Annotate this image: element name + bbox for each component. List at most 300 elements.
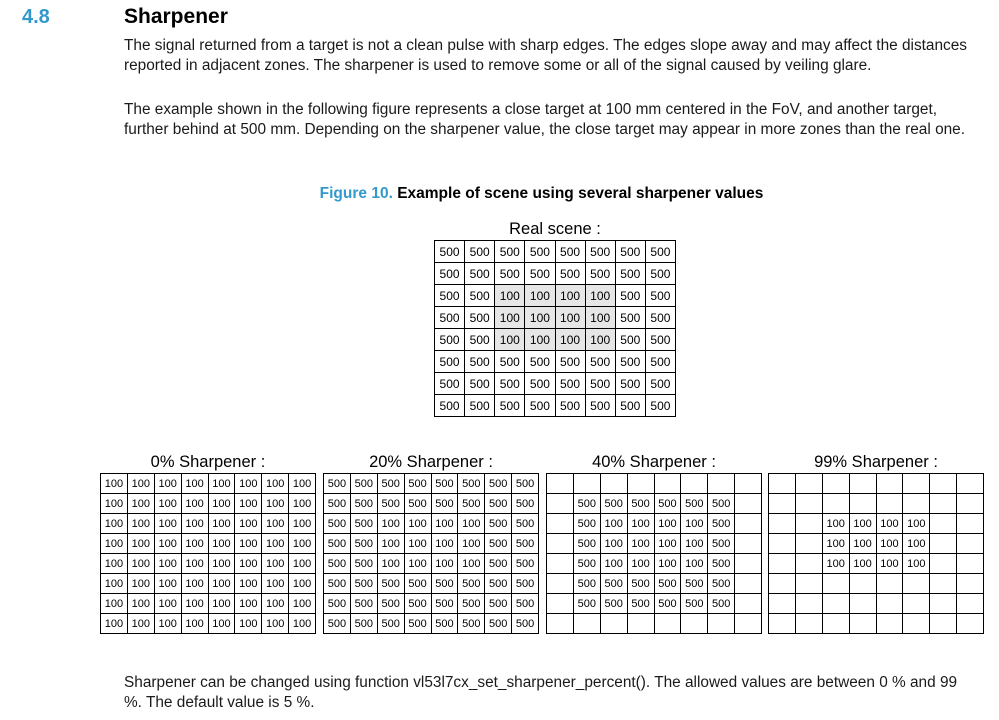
grid-cell: [930, 614, 957, 634]
sharpener-0-title: 0% Sharpener :: [150, 453, 266, 471]
grid-row: [769, 574, 984, 594]
grid-cell: 500: [404, 474, 431, 494]
grid-cell: 100: [525, 329, 555, 351]
grid-cell: 100: [458, 534, 485, 554]
grid-cell: 500: [573, 594, 600, 614]
grid-cell: 500: [615, 373, 645, 395]
grid-cell: 100: [101, 614, 128, 634]
grid-cell: 100: [208, 534, 235, 554]
grid-cell: 100: [585, 285, 615, 307]
grid-cell: [957, 574, 984, 594]
grid-cell: 500: [485, 534, 512, 554]
grid-cell: [600, 474, 627, 494]
grid-cell: 500: [708, 534, 735, 554]
grid-cell: 500: [404, 574, 431, 594]
figure-caption-text: Example of scene using several sharpener values: [397, 185, 764, 202]
grid-row: [547, 474, 762, 494]
grid-cell: 500: [512, 474, 539, 494]
grid-cell: 100: [289, 574, 316, 594]
grid-cell: 500: [512, 554, 539, 574]
grid-cell: [547, 534, 574, 554]
grid-row: [324, 594, 539, 614]
grid-row: [101, 554, 316, 574]
grid-cell: [849, 494, 876, 514]
grid-row: [101, 514, 316, 534]
grid-cell: [735, 494, 762, 514]
grid-cell: [654, 474, 681, 494]
grid-cell: 100: [289, 614, 316, 634]
sharpener-20-block: [323, 451, 539, 634]
grid-cell: 500: [465, 395, 495, 417]
grid-cell: 500: [495, 263, 525, 285]
grid-cell: 500: [555, 351, 585, 373]
grid-row: [547, 534, 762, 554]
grid-cell: 500: [431, 474, 458, 494]
grid-cell: 500: [708, 494, 735, 514]
grid-cell: 100: [101, 474, 128, 494]
grid-cell: [957, 594, 984, 614]
grid-cell: 500: [495, 373, 525, 395]
grid-row: [769, 554, 984, 574]
grid-cell: 500: [465, 285, 495, 307]
grid-cell: 500: [435, 263, 465, 285]
grid-cell: 100: [555, 285, 585, 307]
grid-cell: 100: [555, 307, 585, 329]
grid-cell: 100: [377, 554, 404, 574]
grid-cell: 100: [154, 554, 181, 574]
grid-row: [435, 285, 676, 307]
grid-cell: [822, 494, 849, 514]
grid-row: [101, 474, 316, 494]
grid-cell: [547, 554, 574, 574]
grid-cell: 100: [627, 514, 654, 534]
grid-cell: 500: [654, 594, 681, 614]
grid-cell: 500: [512, 494, 539, 514]
grid-cell: [876, 494, 903, 514]
grid-cell: 100: [431, 554, 458, 574]
grid-cell: 100: [654, 534, 681, 554]
grid-cell: 500: [615, 329, 645, 351]
grid-cell: [735, 474, 762, 494]
grid-cell: 500: [681, 494, 708, 514]
grid-cell: 100: [822, 534, 849, 554]
grid-cell: [769, 474, 796, 494]
grid-cell: 500: [350, 534, 377, 554]
real-scene-block: [434, 218, 676, 417]
grid-cell: 100: [585, 329, 615, 351]
grid-cell: [957, 554, 984, 574]
sharpener-0-block: [100, 451, 316, 634]
grid-cell: 100: [154, 614, 181, 634]
grid-cell: 500: [458, 494, 485, 514]
grid-cell: 500: [495, 241, 525, 263]
grid-row: [101, 614, 316, 634]
grid-cell: [769, 554, 796, 574]
grid-cell: 100: [822, 554, 849, 574]
grid-row: [324, 514, 539, 534]
grid-cell: 500: [573, 554, 600, 574]
grid-cell: [769, 534, 796, 554]
grid-cell: 500: [324, 614, 351, 634]
grid-cell: [795, 574, 822, 594]
grid-row: [435, 351, 676, 373]
grid-cell: [795, 494, 822, 514]
grid-cell: 100: [289, 474, 316, 494]
grid-cell: [957, 534, 984, 554]
grid-cell: 500: [512, 574, 539, 594]
grid-cell: 500: [573, 534, 600, 554]
grid-cell: 500: [465, 329, 495, 351]
grid-cell: 500: [458, 474, 485, 494]
grid-cell: 500: [708, 574, 735, 594]
grid-row: [101, 494, 316, 514]
grid-cell: 100: [101, 514, 128, 534]
grid-cell: 500: [573, 574, 600, 594]
grid-cell: 100: [377, 534, 404, 554]
grid-cell: 100: [181, 494, 208, 514]
sharpener-40-title: 40% Sharpener :: [592, 453, 716, 471]
grid-cell: 100: [235, 594, 262, 614]
grid-cell: [547, 594, 574, 614]
grid-cell: 100: [849, 514, 876, 534]
grid-cell: 100: [876, 554, 903, 574]
grid-cell: 100: [235, 554, 262, 574]
grid-cell: 500: [573, 494, 600, 514]
grid-cell: 500: [435, 307, 465, 329]
grid-cell: 100: [495, 329, 525, 351]
grid-cell: [627, 474, 654, 494]
grid-cell: 100: [262, 534, 289, 554]
grid-cell: 500: [615, 263, 645, 285]
grid-cell: [930, 534, 957, 554]
grid-cell: [903, 574, 930, 594]
grid-row: [101, 594, 316, 614]
grid-cell: [547, 574, 574, 594]
grid-row: [547, 554, 762, 574]
grid-cell: [547, 614, 574, 634]
grid-cell: [849, 474, 876, 494]
grid-cell: 500: [465, 373, 495, 395]
grid-cell: 500: [627, 494, 654, 514]
grid-cell: 100: [849, 554, 876, 574]
grid-cell: 500: [615, 241, 645, 263]
grid-cell: [849, 614, 876, 634]
grid-cell: 100: [262, 574, 289, 594]
grid-cell: 500: [708, 594, 735, 614]
grid-cell: 100: [262, 494, 289, 514]
grid-cell: 500: [681, 574, 708, 594]
grid-row: [547, 494, 762, 514]
grid-cell: 500: [435, 373, 465, 395]
grid-cell: 100: [208, 594, 235, 614]
grid-cell: 100: [262, 514, 289, 534]
grid-cell: 100: [262, 554, 289, 574]
grid-cell: [822, 574, 849, 594]
grid-cell: [822, 614, 849, 634]
grid-cell: 100: [525, 307, 555, 329]
grid-cell: 100: [289, 514, 316, 534]
section-title: Sharpener: [124, 5, 228, 28]
grid-cell: [735, 614, 762, 634]
grid-cell: [735, 514, 762, 534]
grid-cell: [903, 494, 930, 514]
grid-cell: 100: [127, 534, 154, 554]
grid-row: [769, 494, 984, 514]
sharpener-40-block: [546, 451, 762, 634]
grid-cell: [769, 514, 796, 534]
grid-cell: 500: [708, 514, 735, 534]
grid-cell: 100: [127, 614, 154, 634]
grid-cell: 500: [485, 594, 512, 614]
grid-cell: 100: [208, 614, 235, 634]
grid-cell: 500: [324, 514, 351, 534]
grid-row: [324, 554, 539, 574]
grid-cell: 500: [525, 263, 555, 285]
grid-cell: [876, 574, 903, 594]
grid-cell: 100: [262, 594, 289, 614]
grid-cell: 100: [208, 554, 235, 574]
grid-cell: 500: [485, 474, 512, 494]
grid-cell: 500: [435, 351, 465, 373]
sharpener-99-block: [768, 451, 984, 634]
grid-row: [101, 574, 316, 594]
grid-cell: 500: [615, 395, 645, 417]
grid-cell: 100: [101, 534, 128, 554]
grid-row: [769, 474, 984, 494]
grid-cell: 500: [404, 494, 431, 514]
grid-cell: [627, 614, 654, 634]
grid-cell: [769, 594, 796, 614]
grid-cell: 100: [235, 534, 262, 554]
grid-cell: [795, 594, 822, 614]
grid-cell: 100: [681, 514, 708, 534]
grid-cell: 100: [235, 474, 262, 494]
grid-cell: 100: [876, 514, 903, 534]
grid-cell: 100: [458, 514, 485, 534]
grid-cell: 500: [350, 574, 377, 594]
section-number: 4.8: [22, 6, 50, 28]
grid-cell: 100: [903, 554, 930, 574]
grid-cell: 100: [289, 534, 316, 554]
grid-cell: 500: [600, 594, 627, 614]
grid-cell: 100: [404, 554, 431, 574]
grid-row: [769, 514, 984, 534]
grid-cell: 500: [465, 241, 495, 263]
grid-row: [435, 329, 676, 351]
grid-cell: [573, 614, 600, 634]
grid-cell: 500: [435, 241, 465, 263]
sharpener-20-title: 20% Sharpener :: [369, 453, 493, 471]
sharpener-99-title: 99% Sharpener :: [814, 453, 938, 471]
grid-cell: 100: [181, 574, 208, 594]
grid-row: [324, 474, 539, 494]
grid-cell: 500: [627, 574, 654, 594]
grid-cell: [957, 614, 984, 634]
grid-cell: [735, 554, 762, 574]
grid-cell: 100: [585, 307, 615, 329]
grid-cell: 500: [377, 574, 404, 594]
grid-cell: 500: [573, 514, 600, 534]
grid-cell: [903, 474, 930, 494]
grid-cell: 100: [431, 514, 458, 534]
grid-cell: [681, 474, 708, 494]
grid-row: [547, 514, 762, 534]
grid-cell: 500: [645, 241, 675, 263]
grid-cell: [903, 594, 930, 614]
grid-cell: [547, 474, 574, 494]
grid-cell: 100: [154, 474, 181, 494]
grid-cell: [822, 474, 849, 494]
grid-cell: [930, 514, 957, 534]
example-paragraph: The example shown in the following figure represents a close target at 100 mm centered in the FoV, and another target, further behind at 500 mm. Depending on the sharpener value, the close target may appear in more zones than the real one.: [124, 101, 966, 138]
grid-row: [324, 614, 539, 634]
grid-cell: 100: [181, 594, 208, 614]
grid-cell: 500: [585, 395, 615, 417]
grid-cell: 100: [262, 614, 289, 634]
grid-cell: 500: [324, 474, 351, 494]
grid-cell: 500: [585, 351, 615, 373]
grid-cell: [876, 614, 903, 634]
grid-cell: 100: [208, 494, 235, 514]
grid-cell: 500: [645, 373, 675, 395]
grid-cell: 100: [101, 494, 128, 514]
grid-cell: [600, 614, 627, 634]
grid-cell: 100: [154, 594, 181, 614]
grid-cell: [930, 594, 957, 614]
grid-row: [435, 395, 676, 417]
grid-cell: 100: [127, 514, 154, 534]
grid-cell: 500: [324, 554, 351, 574]
grid-cell: 100: [235, 514, 262, 534]
grid-cell: [573, 474, 600, 494]
grid-cell: [795, 534, 822, 554]
grid-cell: [708, 474, 735, 494]
grid-cell: 500: [377, 614, 404, 634]
grid-cell: 500: [431, 494, 458, 514]
grid-row: [324, 534, 539, 554]
grid-cell: [795, 614, 822, 634]
grid-cell: 500: [350, 474, 377, 494]
grid-cell: 500: [585, 241, 615, 263]
grid-cell: [795, 554, 822, 574]
grid-row: [769, 614, 984, 634]
grid-cell: 100: [127, 574, 154, 594]
grid-cell: [849, 574, 876, 594]
grid-row: [324, 574, 539, 594]
grid-cell: 100: [235, 614, 262, 634]
grid-cell: [708, 614, 735, 634]
grid-cell: 500: [324, 574, 351, 594]
grid-cell: 100: [600, 554, 627, 574]
grid-cell: 500: [600, 574, 627, 594]
grid-cell: 100: [627, 554, 654, 574]
grid-cell: 100: [600, 534, 627, 554]
grid-cell: 100: [681, 554, 708, 574]
grid-cell: 500: [525, 241, 555, 263]
grid-cell: 100: [181, 514, 208, 534]
grid-cell: 500: [377, 594, 404, 614]
sharpener-20-grid: [323, 473, 539, 634]
grid-cell: 500: [350, 554, 377, 574]
grid-cell: 500: [435, 285, 465, 307]
grid-cell: [876, 474, 903, 494]
grid-cell: 100: [289, 594, 316, 614]
grid-cell: [876, 594, 903, 614]
grid-cell: 500: [525, 373, 555, 395]
grid-cell: 500: [324, 594, 351, 614]
grid-row: [547, 574, 762, 594]
grid-cell: 500: [404, 594, 431, 614]
grid-cell: [769, 494, 796, 514]
grid-cell: 100: [525, 285, 555, 307]
grid-cell: 100: [262, 474, 289, 494]
grid-cell: 500: [654, 494, 681, 514]
grid-cell: [957, 474, 984, 494]
grid-cell: [930, 474, 957, 494]
grid-cell: 500: [585, 373, 615, 395]
real-scene-grid: [434, 240, 676, 417]
grid-cell: [903, 614, 930, 634]
grid-cell: 100: [600, 514, 627, 534]
grid-cell: 500: [350, 614, 377, 634]
grid-cell: 100: [101, 574, 128, 594]
grid-cell: 500: [555, 241, 585, 263]
grid-cell: 500: [324, 494, 351, 514]
grid-cell: 500: [615, 307, 645, 329]
grid-cell: 500: [585, 263, 615, 285]
grid-row: [435, 307, 676, 329]
grid-cell: 100: [654, 554, 681, 574]
grid-cell: 100: [181, 474, 208, 494]
grid-cell: 500: [485, 614, 512, 634]
grid-row: [435, 373, 676, 395]
grid-cell: 500: [377, 474, 404, 494]
grid-cell: 100: [404, 534, 431, 554]
grid-cell: 100: [208, 514, 235, 534]
grid-cell: 500: [555, 395, 585, 417]
grid-cell: [795, 514, 822, 534]
grid-cell: 100: [181, 534, 208, 554]
grid-cell: 500: [654, 574, 681, 594]
grid-cell: 100: [495, 285, 525, 307]
grid-cell: 500: [435, 329, 465, 351]
grid-cell: 100: [903, 514, 930, 534]
grid-cell: 100: [822, 514, 849, 534]
grid-cell: 500: [350, 594, 377, 614]
grid-cell: 100: [235, 494, 262, 514]
grid-row: [435, 263, 676, 285]
grid-cell: 100: [127, 474, 154, 494]
grid-cell: 500: [465, 307, 495, 329]
grid-cell: [930, 574, 957, 594]
grid-cell: 100: [101, 594, 128, 614]
grid-cell: 500: [627, 594, 654, 614]
grid-cell: 100: [181, 614, 208, 634]
grid-cell: 500: [431, 574, 458, 594]
grid-cell: 500: [495, 351, 525, 373]
grid-row: [547, 614, 762, 634]
grid-cell: 100: [555, 329, 585, 351]
grid-cell: 100: [208, 474, 235, 494]
figure-caption: [0, 185, 999, 203]
grid-cell: 500: [512, 534, 539, 554]
grid-cell: 500: [495, 395, 525, 417]
grid-cell: 100: [849, 534, 876, 554]
grid-row: [435, 241, 676, 263]
grid-cell: 100: [654, 514, 681, 534]
grid-cell: 500: [435, 395, 465, 417]
grid-cell: [654, 614, 681, 634]
